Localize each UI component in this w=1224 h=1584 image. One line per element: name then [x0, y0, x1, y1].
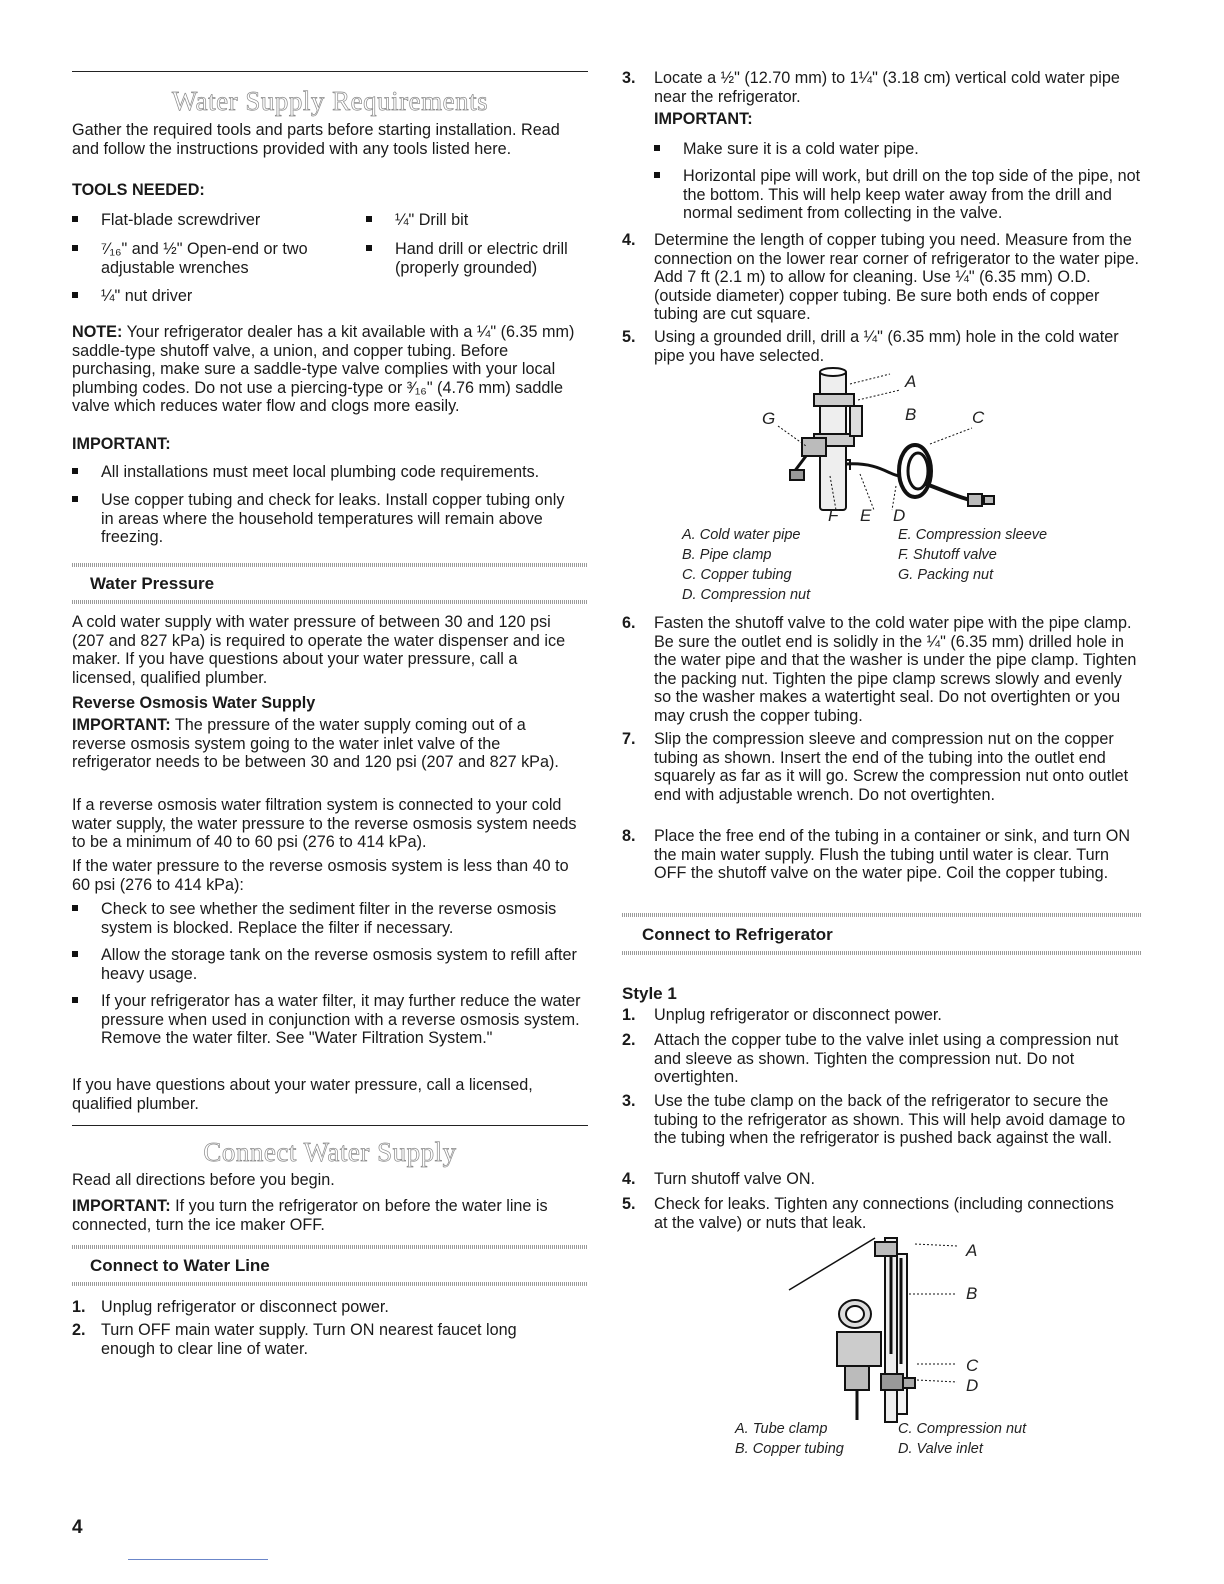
- fig2-caption-b: B. Copper tubing: [735, 1441, 844, 1457]
- cs-important-paragraph: [72, 1197, 588, 1234]
- tool-text: ¼" Drill bit: [395, 211, 469, 229]
- bullet: [72, 951, 78, 957]
- bullet: [72, 245, 78, 251]
- fig2-caption-c: C. Compression nut: [898, 1421, 1027, 1437]
- fig2-label-d: D: [966, 1376, 979, 1395]
- step-text: Locate a ½" (12.70 mm) to 1¼" (3.18 cm) vertical cold water pipe near the refrigerator.: [654, 69, 1120, 106]
- tool-text: ⁷⁄₁₆" and ½" Open-end or two adjustable wrenches: [101, 240, 308, 277]
- ro-text: Allow the storage tank on the reverse osmosis system to refill after heavy usage.: [101, 946, 577, 983]
- ro-paragraph-3: If the water pressure to the reverse osmosis system is less than 40 to 60 psi (276 to 414 kPa):: [72, 857, 569, 894]
- ro-paragraph-2: If a reverse osmosis water filtration system is connected to your cold water supply, the water pressure to the reverse osmosis system needs to be a minimum of 40 to 60 psi (276 to 414 kPa).: [72, 796, 577, 852]
- ro-important-label: IMPORTANT:: [72, 716, 171, 734]
- water-line-heading: Connect to Water Line: [90, 1256, 270, 1275]
- step-number: 3.: [622, 1092, 636, 1110]
- bullet: [72, 468, 78, 474]
- hatch-divider: [72, 1245, 588, 1249]
- hatch-divider: [622, 951, 1142, 955]
- bullet: [654, 145, 660, 151]
- step-number: 7.: [622, 730, 636, 748]
- step-text: Turn shutoff valve ON.: [654, 1170, 816, 1188]
- intro-paragraph: Gather the required tools and parts before starting installation. Read and follow the instructions provided with any tools listed here.: [72, 121, 560, 158]
- section-rule: [72, 1125, 588, 1126]
- fig1-caption-d: D. Compression nut: [682, 587, 811, 603]
- fig1-label-g: G: [762, 409, 776, 428]
- tool-text: Hand drill or electric drill (properly grounded): [395, 240, 568, 277]
- connect-water-supply-title: Connect Water Supply: [203, 1137, 457, 1167]
- fig1-label-c: C: [972, 408, 985, 427]
- fig1-label-b: B: [905, 405, 917, 424]
- bullet: [72, 496, 78, 502]
- water-pressure-paragraph: A cold water supply with water pressure of between 30 and 120 psi (207 and 827 kPa) is required to operate the water dispenser and ice maker. If you have questions about your water pressure, call a licensed, qualified plumber.: [72, 613, 566, 687]
- step-number: 2.: [622, 1031, 636, 1049]
- step-number: 3.: [622, 69, 636, 87]
- fig1-caption-g: G. Packing nut: [898, 567, 994, 583]
- important-text: All installations must meet local plumbing code requirements.: [101, 463, 540, 481]
- step-number: 6.: [622, 614, 636, 632]
- page-number: 4: [72, 1517, 83, 1538]
- step-number: 5.: [622, 328, 636, 346]
- important-text: Use copper tubing and check for leaks. Install copper tubing only in areas where the household temperatures will remain above freezing.: [101, 491, 565, 547]
- ro-heading: Reverse Osmosis Water Supply: [72, 694, 316, 712]
- bullet: [654, 172, 660, 178]
- note-label: NOTE:: [72, 323, 123, 341]
- hatch-divider: [72, 563, 588, 567]
- bullet: [366, 216, 372, 222]
- fig1-caption-c: C. Copper tubing: [682, 567, 792, 583]
- fig2-label-b: B: [966, 1284, 978, 1303]
- cs-important-text: If you turn the refrigerator on before the water line is connected, turn the ice maker OFF.: [72, 1197, 548, 1234]
- step-text: Use the tube clamp on the back of the refrigerator to secure the tubing to the refrigerator as shown. This will help avoid damage to the tubing when the refrigerator is pushed back against the wall.: [654, 1092, 1126, 1148]
- step-text: Check for leaks. Tighten any connections (including connections at the valve) or nuts that leak.: [654, 1195, 1114, 1232]
- fig1-caption-f: F. Shutoff valve: [898, 547, 997, 563]
- ro-important-paragraph: [72, 716, 582, 772]
- step-text: Slip the compression sleeve and compression nut on the copper tubing as shown. Insert the end of the tubing into the outlet end squarely as far as it will go. Screw the compression nut onto outlet end with adjustable wrench. Do not overtighten.: [654, 730, 1129, 804]
- read-all-paragraph: Read all directions before you begin.: [72, 1171, 335, 1189]
- fig1-label-e: E: [860, 506, 872, 525]
- step-number: 5.: [622, 1195, 636, 1213]
- step-text: Unplug refrigerator or disconnect power.: [101, 1298, 389, 1316]
- important-heading: IMPORTANT:: [72, 435, 171, 453]
- fig1-label-a: A: [905, 372, 917, 391]
- step-number: 1.: [622, 1006, 636, 1024]
- water-pressure-heading: Water Pressure: [90, 574, 215, 593]
- top-rule-left: [72, 71, 588, 72]
- step-number: 8.: [622, 827, 636, 845]
- step-number: 4.: [622, 1170, 636, 1188]
- fig1-caption-a: A. Cold water pipe: [682, 527, 801, 543]
- step-number: 4.: [622, 231, 636, 249]
- step-text: Using a grounded drill, drill a ¼" (6.35 mm) hole in the cold water pipe you have selected.: [654, 328, 1119, 365]
- shutoff-valve-illustration: [750, 366, 1020, 526]
- bullet: [72, 905, 78, 911]
- fig2-label-a: A: [966, 1241, 978, 1260]
- valve-inlet-illustration: [785, 1234, 965, 1424]
- fig1-label-f: F: [828, 506, 839, 525]
- ro-text: If your refrigerator has a water filter, it may further reduce the water pressure when used in conjunction with a reverse osmosis system. Remove the water filter. See "Water Filtration System.": [101, 992, 581, 1048]
- fig1-label-d: D: [893, 506, 906, 525]
- bullet: [72, 216, 78, 222]
- step-text: Fasten the shutoff valve to the cold water pipe with the pipe clamp. Be sure the outlet end is solidly in the ¼" (6.35 mm) drilled hole in the water pipe and that the washer is under the pipe clamp. Tighten the packing nut. Tighten the pipe clamp screws slowly and evenly so the washer makes a watertight seal. Do not overtighten or you may crush the copper tubing.: [654, 614, 1137, 725]
- connect-ref-heading: Connect to Refrigerator: [642, 925, 833, 944]
- hatch-divider: [72, 600, 588, 604]
- step-number: 1.: [72, 1298, 86, 1316]
- shutoff-valve-figure: [750, 366, 1020, 526]
- fig1-caption-b: B. Pipe clamp: [682, 547, 772, 563]
- step-text: Place the free end of the tubing in a container or sink, and turn ON the main water supply. Flush the tubing until water is clear. Turn OFF the shutoff valve on the water pipe. Coil the copper tubing.: [654, 827, 1131, 883]
- hatch-divider: [72, 1282, 588, 1286]
- footer-rule: [128, 1559, 268, 1560]
- note-paragraph: [72, 323, 588, 416]
- hatch-divider: [622, 913, 1142, 917]
- tools-heading: TOOLS NEEDED:: [72, 181, 205, 199]
- fig2-label-c: C: [966, 1356, 979, 1375]
- fig2-caption-a: A. Tube clamp: [735, 1421, 828, 1437]
- step-text: Turn OFF main water supply. Turn ON nearest faucet long enough to clear line of water.: [101, 1321, 517, 1358]
- bullet: [366, 245, 372, 251]
- step-text: Determine the length of copper tubing you need. Measure from the connection on the lower rear corner of refrigerator to the water pipe. Add 7 ft (2.1 m) to allow for cleaning. Use ¼" (6.35 mm) O.D. (outside diameter) copper tubing. Be sure both ends of copper tubing are cut square.: [654, 231, 1139, 324]
- cs-important-label: IMPORTANT:: [72, 1197, 171, 1215]
- ro-text: Check to see whether the sediment filter in the reverse osmosis system is blocked. Replace the filter if necessary.: [101, 900, 557, 937]
- ro-important-text: The pressure of the water supply coming out of a reverse osmosis system going to the water inlet valve of the refrigerator needs to be between 30 and 120 psi (207 and 827 kPa).: [72, 716, 559, 772]
- water-supply-title: Water Supply Requirements: [171, 86, 489, 116]
- step-3-item-text: Horizontal pipe will work, but drill on the top side of the pipe, not the bottom. This will help keep water away from the drill and normal sediment from collecting in the valve.: [683, 167, 1141, 223]
- style-1-heading: Style 1: [622, 984, 677, 1003]
- bullet: [72, 292, 78, 298]
- step-number: 2.: [72, 1321, 86, 1339]
- right-important-heading: IMPORTANT:: [654, 110, 753, 128]
- bullet: [72, 997, 78, 1003]
- valve-inlet-figure: [785, 1234, 965, 1424]
- step-text: Attach the copper tube to the valve inlet using a compression nut and sleeve as shown. Tighten the compression nut. Do not overtighten.: [654, 1031, 1119, 1087]
- step-text: Unplug refrigerator or disconnect power.: [654, 1006, 942, 1024]
- tool-text: ¼" nut driver: [101, 287, 193, 305]
- step-3-item-text: Make sure it is a cold water pipe.: [683, 140, 919, 158]
- fig2-caption-d: D. Valve inlet: [898, 1441, 983, 1457]
- note-text: Your refrigerator dealer has a kit available with a ¼" (6.35 mm) saddle-type shutoff valve, a union, and copper tubing. Before purchasing, make sure a saddle-type valve complies with your local plumbing codes. Do not use a piercing-type or ³⁄₁₆" (4.76 mm) saddle valve which reduces water flow and clogs more easily.: [72, 323, 575, 416]
- fig1-caption-e: E. Compression sleeve: [898, 527, 1048, 543]
- ro-paragraph-4: If you have questions about your water pressure, call a licensed, qualified plumber.: [72, 1076, 533, 1113]
- tool-text: Flat-blade screwdriver: [101, 211, 261, 229]
